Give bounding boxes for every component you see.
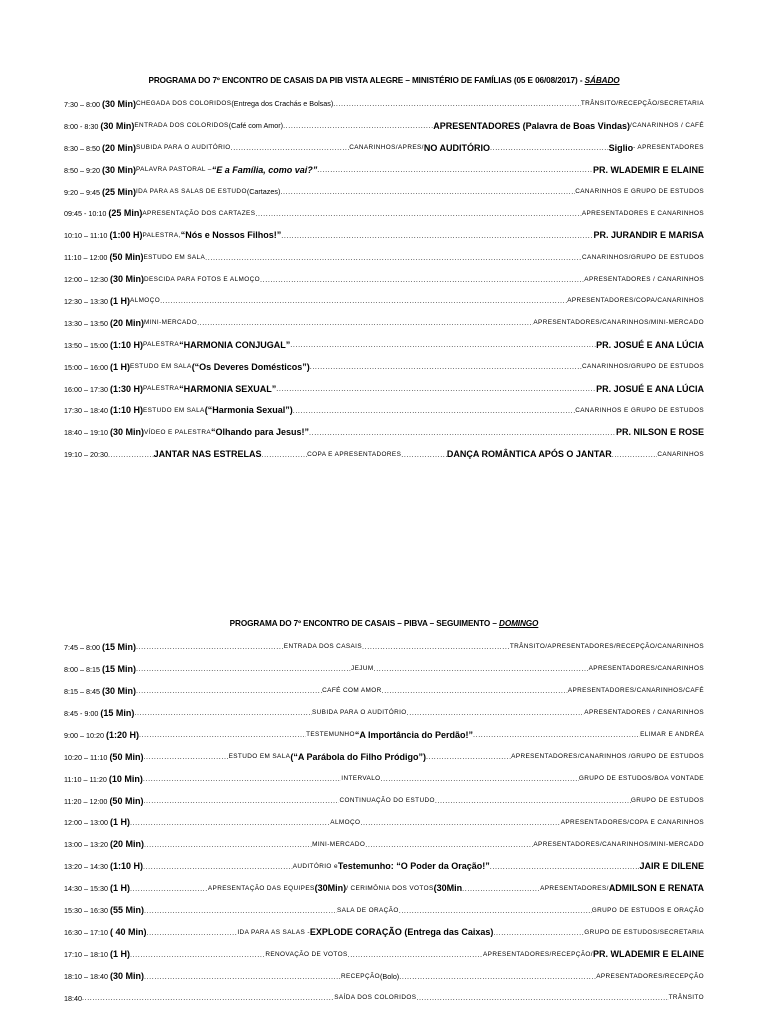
schedule-row xyxy=(64,181,704,203)
dot-leader xyxy=(348,950,483,959)
time-range: 15:30 – 16:30 xyxy=(64,906,110,916)
time-range: 7:30 – 8:00 xyxy=(64,99,102,109)
time-range: 7:45 – 8:00 xyxy=(64,642,102,652)
time-range: 9:20 – 9:45 xyxy=(64,187,102,197)
time-range: 09:45 - 10:10 xyxy=(64,209,109,219)
duration: (15 Min) xyxy=(100,707,135,718)
time-slot xyxy=(64,817,130,827)
dot-leader xyxy=(197,318,533,327)
duration: (30 Min) xyxy=(100,120,135,131)
dot-leader xyxy=(416,993,668,1002)
schedule-text: PALESTRA xyxy=(142,385,180,393)
duration: (30 Min) xyxy=(109,274,144,285)
schedule-text: ADMILSON E RENATA xyxy=(608,883,704,894)
saturday-title-main: PROGRAMA DO 7º ENCONTRO DE CASAIS DA PIB VISTA ALEGRE – MINISTÉRIO DE FAMÍLIAS (05 E 06/08/2017) - xyxy=(148,76,585,85)
schedule-text: SALA DE ORAÇÃO xyxy=(337,906,399,914)
dot-leader xyxy=(143,862,293,871)
schedule-text: / CERIMÔNIA DOS VOTOS xyxy=(346,884,434,892)
time-slot xyxy=(64,752,143,762)
dot-leader xyxy=(205,253,582,262)
schedule-text: “HARMONIA SEXUAL” xyxy=(179,383,277,394)
schedule-text: (“A Parábola do Filho Pródigo”) xyxy=(290,751,426,762)
schedule-text: APRESENTADORES/CANARINHOS/MINI-MERCADO xyxy=(533,840,704,848)
duration: (1:10 H) xyxy=(109,339,143,350)
schedule-row xyxy=(64,378,704,400)
saturday-title xyxy=(64,75,704,87)
schedule-row xyxy=(64,833,704,855)
duration: (50 Min) xyxy=(109,252,144,263)
dot-leader xyxy=(160,296,567,305)
dot-leader xyxy=(139,730,306,739)
time-slot xyxy=(64,796,143,806)
time-range: 14:30 – 15:30 xyxy=(64,884,110,894)
schedule-row xyxy=(64,790,704,812)
schedule-text: - APRESENTADORES xyxy=(633,144,704,152)
schedule-text: APRESENTADORES/CANARINHOS /GRUPO DE ESTUDOS xyxy=(511,753,705,761)
schedule-text: JEJUM xyxy=(351,665,374,673)
schedule-text: TRÂNSITO/APRESENTADORES/RECEPÇÃO/CANARINHOS xyxy=(509,643,704,651)
schedule-text: JANTAR NAS ESTRELAS xyxy=(153,449,262,460)
schedule-text: CAFÉ COM AMOR xyxy=(322,687,382,695)
schedule-text: PR. JOSUÉ E ANA LÚCIA xyxy=(596,383,704,394)
schedule-text: (Café com Amor) xyxy=(228,121,284,131)
schedule-text: “A Importância do Perdão!” xyxy=(354,729,473,740)
duration: (1 H) xyxy=(109,361,130,372)
time-slot xyxy=(64,121,134,131)
dot-leader xyxy=(399,972,596,981)
dot-leader xyxy=(399,906,592,915)
dot-leader xyxy=(360,818,560,827)
dot-leader xyxy=(130,950,265,959)
schedule-text: APRESENTADORES/COPA/CANARINHOS xyxy=(567,297,704,305)
dot-leader xyxy=(82,993,334,1002)
time-slot xyxy=(64,405,143,415)
dot-leader xyxy=(281,231,593,240)
schedule-text: (30Min xyxy=(433,883,463,894)
schedule-text: ESTUDO EM SALA xyxy=(142,406,205,414)
time-range: 18:40 – 19:10 xyxy=(64,428,110,438)
saturday-schedule xyxy=(64,93,704,465)
dot-leader xyxy=(255,209,581,218)
schedule-text: CANARINHOS xyxy=(657,450,704,458)
schedule-row xyxy=(64,746,704,768)
time-slot xyxy=(64,686,136,696)
time-range: 18:40 xyxy=(64,993,82,1003)
schedule-text: CANARINHOS E GRUPO DE ESTUDOS xyxy=(575,406,704,414)
time-range: 12:00 – 13:00 xyxy=(64,818,110,828)
schedule-text: “HARMONIA CONJUGAL” xyxy=(179,339,291,350)
schedule-row xyxy=(64,159,704,181)
dot-leader xyxy=(426,752,511,761)
schedule-text: APRESENTAÇÃO DOS CARTAZES xyxy=(142,209,256,217)
dot-leader xyxy=(231,143,350,152)
schedule-text: ELIMAR E ANDRÉA xyxy=(640,731,704,739)
schedule-text: APRESENTADORES/CANARINHOS/CAFÉ xyxy=(567,687,704,695)
time-slot xyxy=(64,708,134,718)
schedule-text: “Olhando para Jesus!” xyxy=(211,427,310,438)
time-slot xyxy=(64,774,143,784)
schedule-text: DESCIDA PARA FOTOS E ALMOÇO xyxy=(143,275,261,283)
schedule-text: (“Harmonia Sexual”) xyxy=(204,405,293,416)
dot-leader xyxy=(143,796,339,805)
schedule-row xyxy=(64,768,704,790)
time-range: 8:50 – 9:20 xyxy=(64,165,102,175)
schedule-text: CANARINHOS/GRUPO DE ESTUDOS xyxy=(582,253,704,261)
schedule-row xyxy=(64,877,704,899)
time-slot xyxy=(64,905,144,915)
time-range: 11:10 – 11:20 xyxy=(64,774,109,784)
dot-leader xyxy=(435,796,631,805)
dot-leader xyxy=(401,450,447,459)
time-slot xyxy=(64,427,144,437)
schedule-text: PR. JOSUÉ E ANA LÚCIA xyxy=(596,339,704,350)
schedule-text: ESTUDO EM SALA xyxy=(129,363,192,371)
schedule-text: IDA PARA AS SALAS DE ESTUDO xyxy=(135,188,247,195)
dot-leader xyxy=(143,752,228,761)
duration: ( 40 Min) xyxy=(109,927,147,938)
schedule-text: Siglio xyxy=(608,142,634,153)
time-range: 15:00 – 16:00 xyxy=(64,362,110,372)
schedule-text: ESTUDO EM SALA xyxy=(143,253,206,261)
duration: (1 H) xyxy=(109,949,130,960)
time-range: 17:10 – 18:10 xyxy=(64,950,110,960)
schedule-text: GRUPO DE ESTUDOS/SECRETARIA xyxy=(584,928,704,936)
schedule-text: AUDITÓRIO e xyxy=(292,862,338,870)
time-range: 18:10 – 18:40 xyxy=(64,972,110,982)
schedule-text: GRUPO DE ESTUDOS xyxy=(630,797,704,805)
dot-leader xyxy=(612,450,658,459)
dot-leader xyxy=(130,818,330,827)
schedule-text: TESTEMUNHO xyxy=(306,731,355,739)
dot-leader xyxy=(144,906,337,915)
schedule-text: NO AUDITÓRIO xyxy=(423,142,491,153)
dot-leader xyxy=(381,774,579,783)
dot-leader xyxy=(143,774,341,783)
dot-leader xyxy=(260,275,584,284)
time-range: 17:30 – 18:40 xyxy=(64,406,110,416)
schedule-row xyxy=(64,658,704,680)
duration: (1:10 H) xyxy=(109,861,143,872)
time-range: 11:10 – 12:00 xyxy=(64,253,110,263)
time-range: 8:15 – 8:45 xyxy=(64,686,102,696)
dot-leader xyxy=(144,840,312,849)
schedule-text: APRESENTADORES/ xyxy=(540,884,609,892)
dot-leader xyxy=(136,686,322,695)
schedule-text: PR. JURANDIR E MARISA xyxy=(593,230,704,241)
schedule-text: DANÇA ROMÂNTICA APÓS O JANTAR xyxy=(446,449,612,460)
time-range: 16:00 – 17:30 xyxy=(64,384,110,394)
time-range: 10:10 – 11:10 xyxy=(64,231,110,241)
dot-leader xyxy=(309,428,616,437)
schedule-row xyxy=(64,290,704,312)
duration: (30 Min) xyxy=(101,685,136,696)
time-slot xyxy=(64,927,146,937)
time-slot xyxy=(64,993,82,1003)
schedule-text: /CANARINHOS / CAFÉ xyxy=(630,122,704,130)
schedule-text: GRUPO DE ESTUDOS E ORAÇÃO xyxy=(591,906,704,914)
schedule-text: ENTRADA DOS CASAIS xyxy=(283,643,363,651)
schedule-row xyxy=(64,899,704,921)
time-slot xyxy=(64,318,144,328)
schedule-text: PR. WLADEMIR E ELAINE xyxy=(592,949,704,960)
schedule-text: (“Os Deveres Domésticos”) xyxy=(191,361,310,372)
schedule-row xyxy=(64,334,704,356)
schedule-row xyxy=(64,224,704,246)
dot-leader xyxy=(130,884,208,893)
time-slot xyxy=(64,839,144,849)
schedule-text: EXPLODE CORAÇÃO (Entrega das Caixas) xyxy=(309,927,494,938)
time-slot xyxy=(64,296,130,306)
schedule-text: TRÂNSITO xyxy=(668,994,704,1002)
time-range: 12:30 – 13:30 xyxy=(64,296,110,306)
time-slot xyxy=(64,949,130,959)
dot-leader xyxy=(276,384,596,393)
schedule-text: “E a Família, como vai?” xyxy=(211,164,318,175)
duration: (20 Min) xyxy=(101,142,136,153)
time-slot xyxy=(64,971,144,981)
time-slot xyxy=(64,861,143,871)
duration: (25 Min) xyxy=(101,186,136,197)
time-range: 19:10 – 20:30 xyxy=(64,450,108,460)
schedule-text: RECEPÇÃO xyxy=(340,972,381,980)
schedule-text: APRESENTADORES/CANARINHOS/MINI-MERCADO xyxy=(533,319,704,327)
time-slot xyxy=(64,730,139,740)
schedule-text: SAÍDA DOS COLORIDOS xyxy=(334,994,417,1002)
schedule-row xyxy=(64,115,704,137)
schedule-text: CANARINHOS E GRUPO DE ESTUDOS xyxy=(575,188,704,195)
time-slot xyxy=(64,449,108,459)
schedule-row xyxy=(64,724,704,746)
schedule-text: VÍDEO E PALESTRA xyxy=(143,428,211,436)
schedule-row xyxy=(64,202,704,224)
duration: (1 H) xyxy=(109,817,130,828)
dot-leader xyxy=(473,730,640,739)
dot-leader xyxy=(374,664,589,673)
dot-leader xyxy=(290,340,596,349)
time-range: 12:00 – 12:30 xyxy=(64,275,110,285)
duration: (50 Min) xyxy=(109,751,144,762)
duration: (1:10 H) xyxy=(109,405,143,416)
schedule-text: JAIR E DILENE xyxy=(639,861,704,872)
sunday-title xyxy=(64,618,704,630)
schedule-text: APRESENTADORES/RECEPÇÃO/ xyxy=(483,950,593,958)
time-slot xyxy=(64,230,142,240)
schedule-text: RENOVAÇÃO DE VOTOS xyxy=(265,950,348,958)
duration: (15 Min) xyxy=(101,641,136,652)
duration: (1:30 H) xyxy=(109,383,143,394)
time-slot xyxy=(64,883,130,893)
dot-leader xyxy=(146,928,237,937)
duration: (30 Min) xyxy=(101,164,136,175)
schedule-row xyxy=(64,421,704,443)
schedule-text: APRESENTADORES / CANARINHOS xyxy=(584,275,704,283)
schedule-text: ESTUDO EM SALA xyxy=(228,753,291,761)
time-range: 8:00 - 8:30 xyxy=(64,121,101,131)
schedule-row xyxy=(64,399,704,421)
schedule-text: INTERVALO xyxy=(341,775,381,783)
schedule-text: SUBIDA PARA O AUDITÓRIO xyxy=(312,709,407,717)
duration: (1 H) xyxy=(109,883,130,894)
dot-leader xyxy=(462,884,540,893)
time-slot xyxy=(64,99,136,109)
time-slot xyxy=(64,165,136,175)
schedule-row xyxy=(64,943,704,965)
dot-leader xyxy=(310,362,582,371)
duration: (30 Min) xyxy=(109,427,144,438)
schedule-text: APRESENTADORES / CANARINHOS xyxy=(584,709,704,717)
duration: (20 Min) xyxy=(109,317,144,328)
sunday-program xyxy=(64,618,704,1009)
schedule-text: “Nós e Nossos Filhos!” xyxy=(180,230,282,241)
schedule-text: (Cartazes) xyxy=(246,187,281,196)
duration: (1:20 H) xyxy=(105,729,139,740)
dot-leader xyxy=(136,664,351,673)
duration: (20 Min) xyxy=(109,839,144,850)
schedule-text: MINI-MERCADO xyxy=(312,840,366,848)
saturday-program xyxy=(64,75,704,465)
time-range: 13:50 – 15:00 xyxy=(64,340,110,350)
duration: (30 Min) xyxy=(101,98,136,109)
duration: (55 Min) xyxy=(109,905,144,916)
schedule-row xyxy=(64,137,704,159)
schedule-text: GRUPO DE ESTUDOS/BOA VONTADE xyxy=(578,775,704,783)
duration: (30 Min) xyxy=(109,971,144,982)
schedule-text: ALMOÇO xyxy=(129,297,161,305)
schedule-text: (30Min) xyxy=(314,883,347,894)
schedule-row xyxy=(64,921,704,943)
duration: (25 Min) xyxy=(108,208,143,219)
dot-leader xyxy=(407,708,585,717)
duration: (50 Min) xyxy=(109,795,144,806)
dot-leader xyxy=(136,642,284,651)
time-range: 13:00 – 13:20 xyxy=(64,840,110,850)
time-range: 8:45 - 9:00 xyxy=(64,708,101,718)
schedule-row xyxy=(64,356,704,378)
time-slot xyxy=(64,274,144,284)
schedule-text: CHEGADA DOS COLORIDOS xyxy=(135,100,232,108)
schedule-text: ENTRADA DOS COLORIDOS xyxy=(134,122,229,130)
schedule-text: APRESENTADORES/RECEPÇÃO xyxy=(596,972,704,980)
dot-leader xyxy=(382,686,568,695)
dot-leader xyxy=(493,928,584,937)
schedule-text: IDA PARA AS SALAS - xyxy=(237,928,310,936)
schedule-text: CONTINUAÇÃO DO ESTUDO xyxy=(339,797,435,805)
schedule-text: MINI-MERCADO xyxy=(143,319,198,327)
saturday-title-day: SÁBADO xyxy=(584,76,620,85)
dot-leader xyxy=(490,143,609,152)
time-slot xyxy=(64,187,136,197)
time-slot xyxy=(64,642,136,652)
time-range: 9:00 – 10:20 xyxy=(64,730,106,740)
sunday-schedule xyxy=(64,636,704,1009)
schedule-row xyxy=(64,93,704,115)
dot-leader xyxy=(134,708,312,717)
schedule-text: COPA E APRESENTADORES xyxy=(307,450,402,458)
time-range: 8:30 – 8:50 xyxy=(64,143,102,153)
dot-leader xyxy=(280,187,575,196)
dot-leader xyxy=(365,840,533,849)
schedule-text: TRÂNSITO/RECEPÇÃO/SECRETARIA xyxy=(580,100,704,108)
time-slot xyxy=(64,208,142,218)
dot-leader xyxy=(283,121,433,130)
time-slot xyxy=(64,384,143,394)
schedule-row xyxy=(64,636,704,658)
schedule-row xyxy=(64,680,704,702)
schedule-row xyxy=(64,965,704,987)
duration: (1:00 H) xyxy=(109,230,143,241)
schedule-text: PALAVRA PASTORAL – xyxy=(135,166,212,174)
duration: (15 Min) xyxy=(101,663,136,674)
time-slot xyxy=(64,664,136,674)
schedule-text: APRESENTAÇÃO DAS EQUIPES xyxy=(207,884,315,892)
schedule-text: APRESENTADORES/COPA E CANARINHOS xyxy=(560,818,704,826)
time-range: 8:00 – 8:15 xyxy=(64,664,102,674)
dot-leader xyxy=(293,406,575,415)
schedule-row xyxy=(64,268,704,290)
time-range: 13:30 – 13:50 xyxy=(64,318,110,328)
dot-leader xyxy=(362,642,510,651)
schedule-text: (Entrega dos Crachás e Bolsas) xyxy=(231,99,334,109)
schedule-row xyxy=(64,812,704,834)
schedule-text: APRESENTADORES E CANARINHOS xyxy=(581,209,704,217)
time-slot xyxy=(64,362,130,372)
dot-leader xyxy=(490,862,640,871)
dot-leader xyxy=(317,165,593,174)
time-range: 11:20 – 12:00 xyxy=(64,796,110,806)
schedule-text: Testemunho: “O Poder da Oração!” xyxy=(337,861,490,872)
time-range: 16:30 – 17:10 xyxy=(64,928,110,938)
schedule-row xyxy=(64,987,704,1009)
schedule-text: PALESTRA xyxy=(142,341,180,349)
schedule-text: PR. NILSON E ROSE xyxy=(615,427,704,438)
sunday-title-day: DOMINGO xyxy=(499,619,539,628)
time-slot xyxy=(64,252,143,262)
time-slot xyxy=(64,143,136,153)
schedule-row xyxy=(64,312,704,334)
sunday-title-main: PROGRAMA DO 7º ENCONTRO DE CASAIS – PIBVA – SEGUIMENTO – xyxy=(229,619,499,628)
schedule-row xyxy=(64,443,704,465)
schedule-text: CANARINHOS/APRES/ xyxy=(349,144,424,152)
schedule-text: PR. WLADEMIR E ELAINE xyxy=(592,164,704,175)
duration: (10 Min) xyxy=(108,773,143,784)
schedule-row xyxy=(64,702,704,724)
schedule-text: ALMOÇO xyxy=(330,818,361,826)
dot-leader xyxy=(333,99,581,108)
time-range: 10:20 – 11:10 xyxy=(64,752,110,762)
schedule-row xyxy=(64,855,704,877)
schedule-text: SUBIDA PARA O AUDITÓRIO xyxy=(135,144,231,152)
dot-leader xyxy=(144,972,341,981)
schedule-text: (Bolo) xyxy=(380,971,400,981)
schedule-row xyxy=(64,246,704,268)
time-slot xyxy=(64,340,143,350)
dot-leader xyxy=(108,450,154,459)
schedule-text: APRESENTADORES (Palavra de Boas Vindas) xyxy=(433,120,631,131)
schedule-text: APRESENTADORES/CANARINHOS xyxy=(588,665,704,673)
duration: (1 H) xyxy=(109,295,130,306)
schedule-text: CANARINHOS/GRUPO DE ESTUDOS xyxy=(582,363,704,371)
schedule-text: PALESTRA, xyxy=(142,231,181,239)
time-range: 13:20 – 14:30 xyxy=(64,862,110,872)
dot-leader xyxy=(261,450,307,459)
